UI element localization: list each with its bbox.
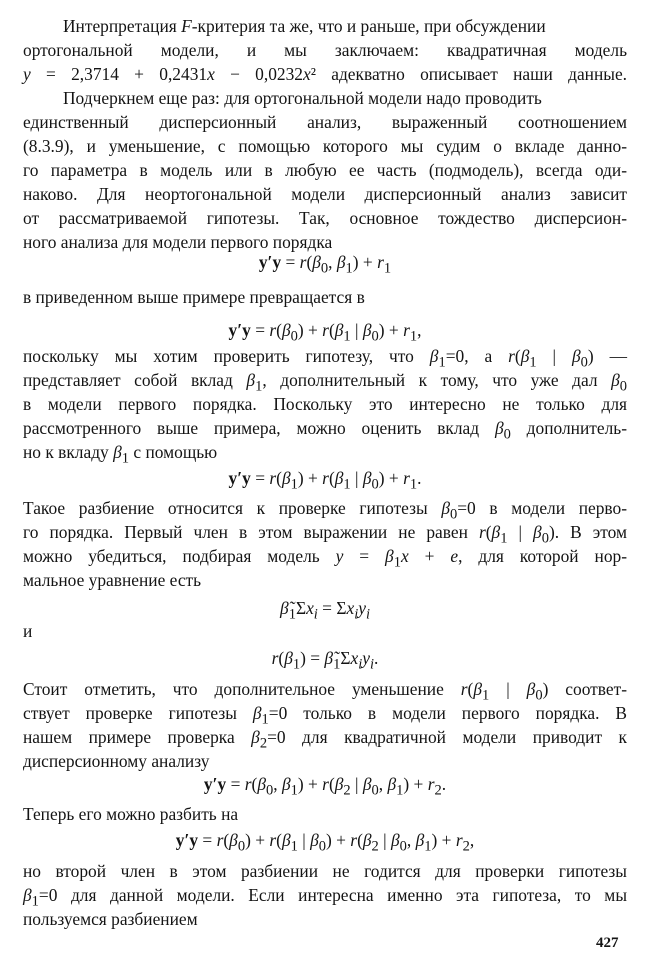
text-line: (8.3.9), и уменьшение, с помощью которого мы судим о вкладе данно- (23, 136, 627, 156)
text-line: Такое разбиение относится к проверке гипотезы $\beta_0=0$ в модели перво- (23, 498, 628, 523)
equation: $r(\beta_1)$ = $\betã_1\Sigma x_iy_i$. (271, 648, 379, 673)
page-number: 427 (596, 935, 619, 951)
text-line: но второй член в этом разбиении не годится для проверки гипотезы (23, 861, 627, 881)
equation: $\betã_1\Sigma x_i = \Sigma x_iy_i$ (280, 598, 370, 623)
text-line: ного анализа для модели первого порядка (23, 232, 333, 252)
text-line: рассмотренного выше примера, можно оценить вклад $\beta_0$ дополнитель- (23, 418, 627, 443)
text-line: и (23, 621, 33, 641)
text-line: нашем примере проверка $\beta_2=0$ для квадратичной модели приводит к (23, 727, 627, 752)
text-line: в модели первого порядка. Поскольку это интересно не только для (23, 394, 627, 414)
text-line: мальное уравнение есть (23, 570, 202, 590)
text-line: можно убедиться, подбирая модель $y = \beta_1x + e$, для которой нор- (23, 546, 628, 571)
equation: $y'y = r(\beta_0$, $\beta_1) + r_1$ (258, 252, 392, 277)
text-line: $\beta_1=0$ для данной модели. Если интересна именно эта гипотеза, то мы (23, 885, 627, 910)
equation: $y'y = r(\beta_0$, $\beta_1) + r(\beta_2$ | $\beta_0$, $\beta_1) + r_2$. (203, 774, 447, 799)
equation: $y'y = r(\beta_0) + r(\beta_1$ | $\beta_0) + r(\beta_2$ | $\beta_0$, $\beta_1) + r_2$, (175, 830, 475, 855)
text-line: ортогональной модели, и мы заключаем: квадратичная модель (23, 40, 627, 60)
text-line: го параметра в модель или в любую ее часть (подмодель), всегда оди- (23, 160, 627, 180)
text-line: от рассматриваемой гипотезы. Так, основное тождество дисперсион- (23, 208, 627, 228)
equation: $y'y = r(\beta_1) + r(\beta_1$ | $\beta_0) + r_1$. (228, 468, 422, 493)
text-line: представляет собой вклад $\beta_1$, дополнительный к тому, что уже дал $\beta_0$ (23, 370, 627, 395)
text-line: ствует проверке гипотезы $\beta_1=0$ только в модели первого порядка. В (23, 703, 628, 728)
text-line: пользуемся разбиением (23, 909, 198, 929)
text-line: Стоит отметить, что дополнительное уменьшение $r(\beta_1$ | $\beta_0$) соответ- (23, 679, 627, 704)
equation: $y'y = r(\beta_0) + r(\beta_1$ | $\beta_0) + r_1$, (228, 320, 422, 345)
text-line: го порядка. Первый член в этом выражении не равен $r(\beta_1$ | $\beta_0$). В этом (23, 522, 628, 547)
text-line: наково. Для неортогональной модели дисперсионный анализ зависит (23, 184, 627, 204)
text-line: но к вкладу $\beta_1$ с помощью (23, 442, 218, 467)
text-line: дисперсионному анализу (23, 751, 210, 771)
text-line: поскольку мы хотим проверить гипотезу, что $\beta_1=0$, а $r(\beta_1$ | $\beta_0$) — (23, 346, 627, 371)
text-line: Теперь его можно разбить на (23, 804, 239, 824)
text-line: Интерпретация F-критерия та же, что и раньше, при обсуждении (63, 16, 546, 36)
text-line: единственный дисперсионный анализ, выраженный соотношением (23, 112, 627, 132)
text-line: в приведенном выше примере превращается в (23, 287, 365, 307)
text-line: y = 2,3714 + 0,2431x − 0,0232x² адекватно описывает наши данные. (23, 64, 628, 84)
text-line: Подчеркнем еще раз: для ортогональной модели надо проводить (63, 88, 542, 108)
